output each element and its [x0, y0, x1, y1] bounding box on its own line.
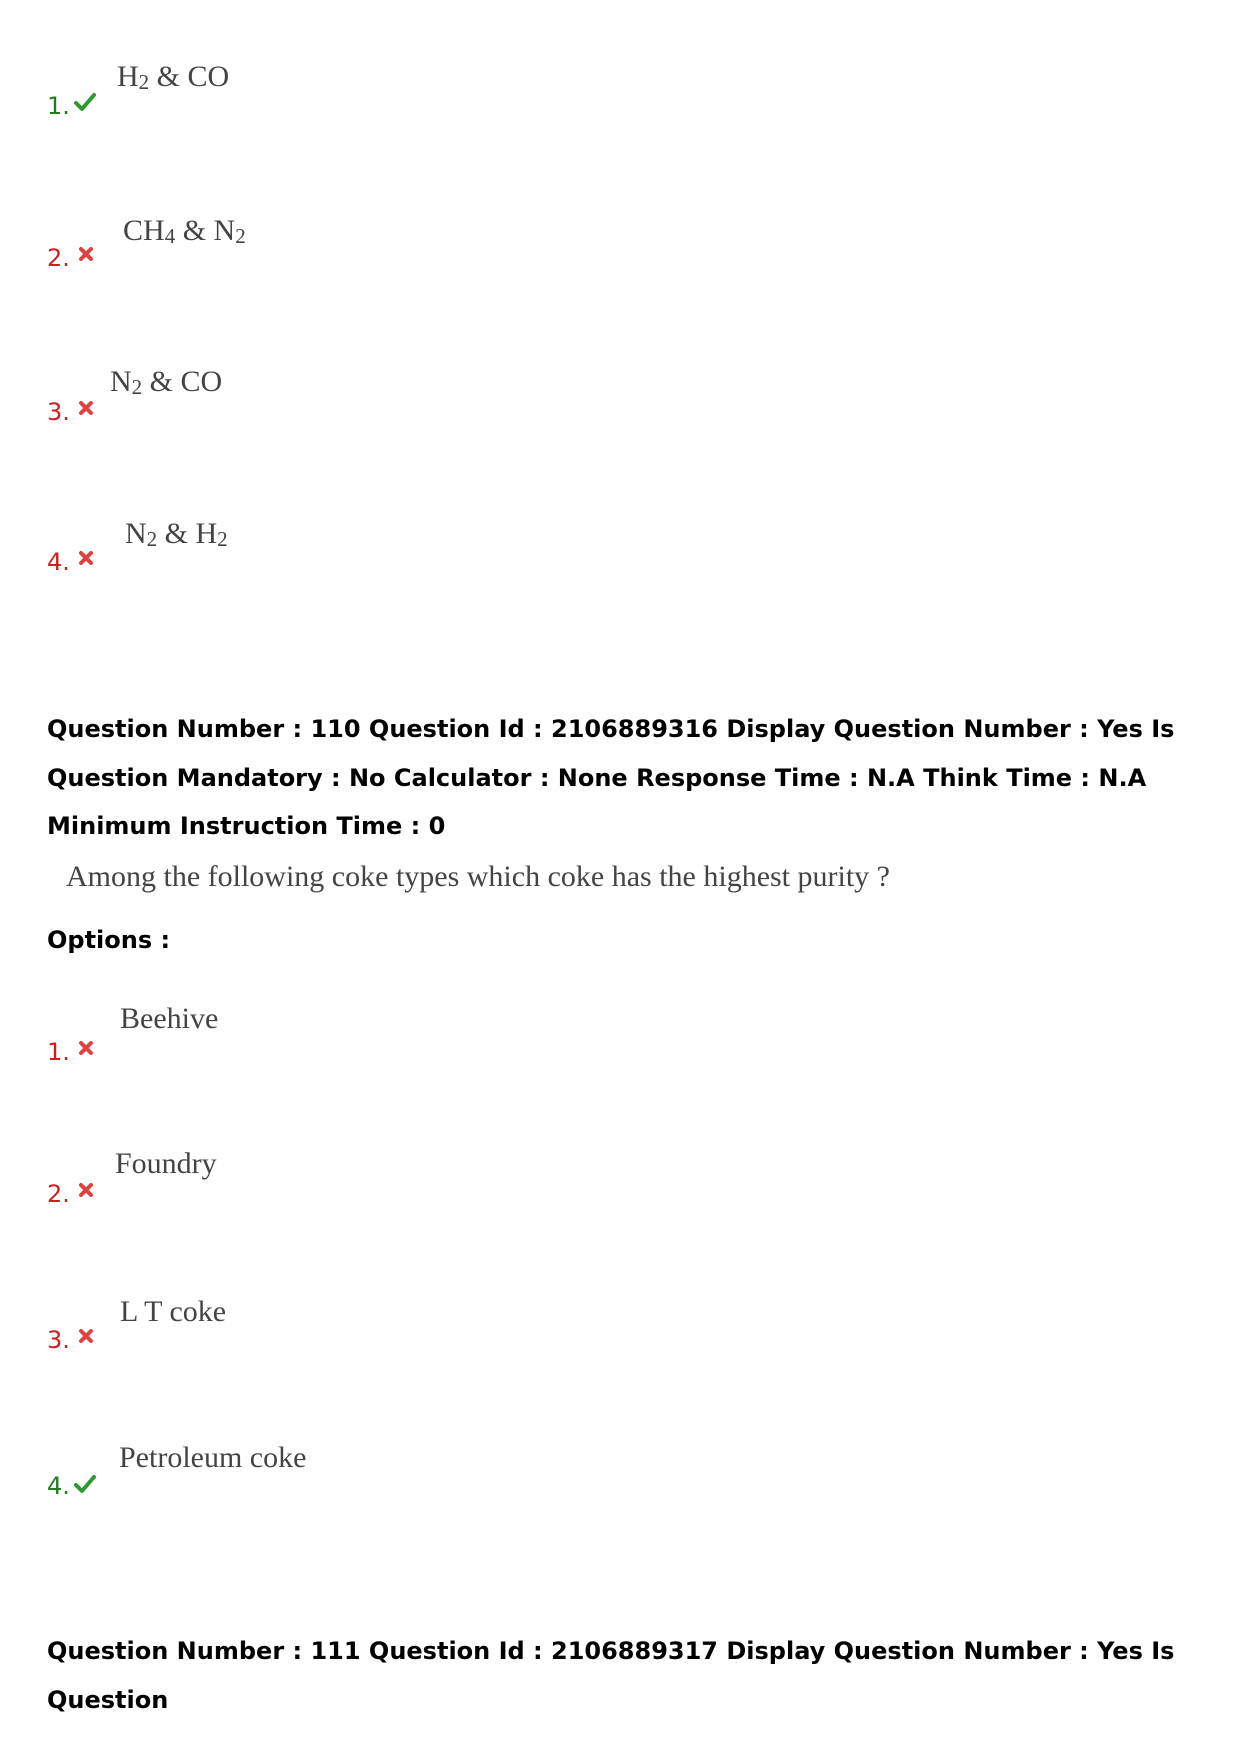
check-icon — [74, 92, 96, 112]
check-icon — [74, 1474, 96, 1494]
option-number: 4. — [47, 1472, 70, 1500]
cross-icon — [78, 1040, 94, 1056]
option-number: 2. — [47, 1180, 70, 1208]
option-text: Petroleum coke — [119, 1441, 307, 1474]
option-text: Beehive — [120, 1002, 219, 1035]
option-text: L T coke — [120, 1295, 227, 1328]
question-110-text: Among the following coke types which coke has the highest purity ? — [66, 860, 890, 893]
cross-icon — [78, 1182, 94, 1198]
question-111-meta: Question Number : 111 Question Id : 2106889317 Display Question Number : Yes Is Question — [47, 1637, 1175, 1714]
cross-icon — [78, 400, 94, 416]
option-number: 2. — [47, 244, 70, 272]
options-label: Options : — [47, 926, 171, 954]
option-text: $N_2$ & $H_2$ — [125, 517, 228, 551]
option-number: 4. — [47, 548, 70, 576]
cross-icon — [78, 1328, 94, 1344]
question-110-meta: Question Number : 110 Question Id : 2106889316 Display Question Number : Yes Is Question Mandatory : No Calculator : None Response Time : N.A Think Time : N.A Minimum Instruction Time : 0 — [47, 715, 1175, 840]
option-number: 3. — [47, 398, 70, 426]
option-text: $CH_4$ & $N_2$ — [123, 214, 246, 248]
option-number: 1. — [47, 1038, 70, 1066]
option-text: Foundry — [115, 1147, 217, 1180]
cross-icon — [78, 550, 94, 566]
option-number: 1. — [47, 92, 70, 120]
option-text: $H_2$ & CO — [117, 60, 230, 94]
cross-icon — [78, 246, 94, 262]
option-number: 3. — [47, 1326, 70, 1354]
option-text: $N_2$ & CO — [110, 365, 223, 399]
